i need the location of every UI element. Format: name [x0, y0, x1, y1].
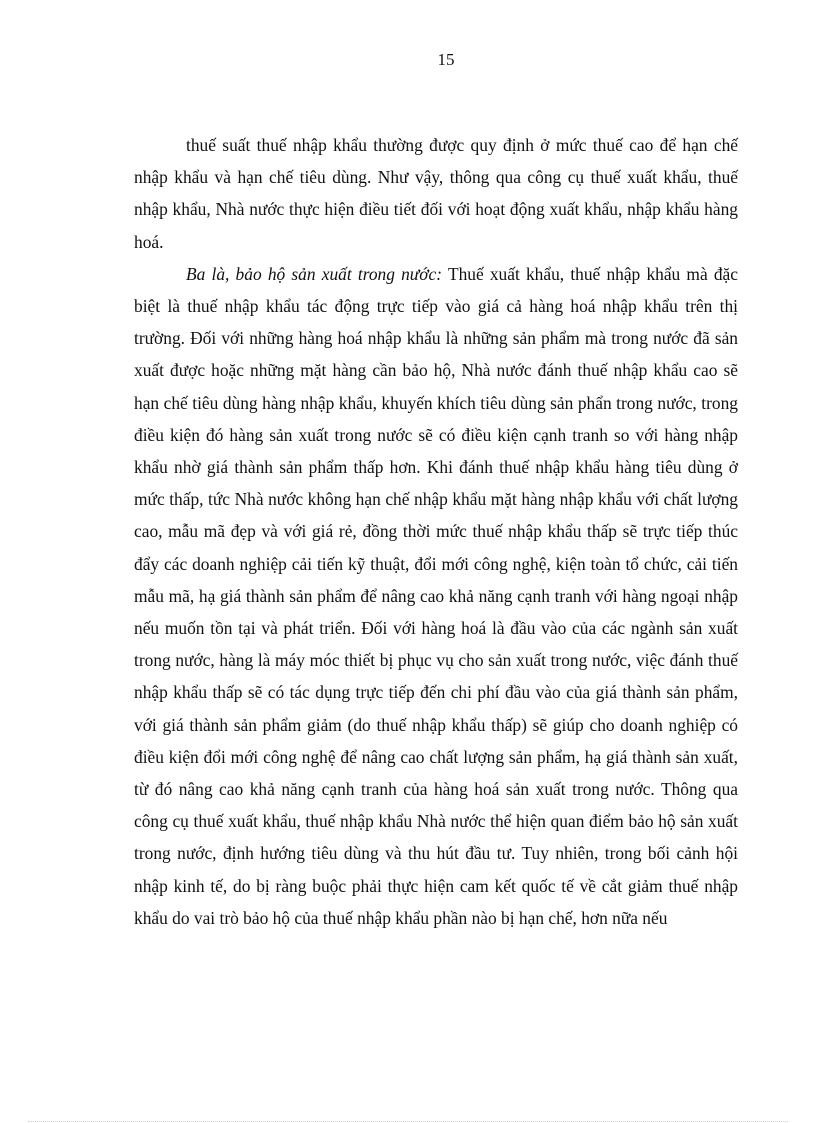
paragraph-2 [134, 258, 738, 934]
paragraph-1 [134, 129, 738, 258]
page-number: 15 [437, 50, 455, 69]
page-bottom-divider [28, 1121, 788, 1122]
paragraph-1-text: thuế suất thuế nhập khẩu thường được quy định ở mức thuế cao để hạn chế nhập khẩu và hạn chế tiêu dùng. Như vậy, thông qua công cụ thuế xuất khẩu, thuế nhập khẩu, Nhà nước thực hiện điều tiết đối với hoạt động xuất khẩu, nhập khẩu hàng hoá. [134, 135, 738, 252]
body-text [134, 129, 738, 934]
paragraph-2-text: Thuế xuất khẩu, thuế nhập khẩu mà đặc biệt là thuế nhập khẩu tác động trực tiếp vào giá cả hàng hoá nhập khẩu trên thị trường. Đối với những hàng hoá nhập khẩu là những sản phẩm mà trong nước đã sản xuất được hoặc những mặt hàng cần bảo hộ, Nhà nước đánh thuế nhập khẩu cao sẽ hạn chế tiêu dùng hàng nhập khẩu, khuyến khích tiêu dùng sản phẩn trong nước, trong điều kiện đó hàng sản xuất trong nước sẽ có điều kiện cạnh tranh so với hàng nhập khẩu nhờ giá thành sản phẩm thấp hơn. Khi đánh thuế nhập khẩu hàng tiêu dùng ở mức thấp, tức Nhà nước không hạn chế nhập khẩu mặt hàng nhập khẩu với chất lượng cao, mẫu mã đẹp và với giá rẻ, đồng thời mức thuế nhập khẩu thấp sẽ trực tiếp thúc đẩy các doanh nghiệp cải tiến kỹ thuật, đổi mới công nghệ, kiện toàn tổ chức, cải tiến mẫu mã, hạ giá thành sản phẩm để nâng cao khả năng cạnh tranh với hàng ngoại nhập nếu muốn tồn tại và phát triển. Đối với hàng hoá là đầu vào của các ngành sản xuất trong nước, hàng là máy móc thiết bị phục vụ cho sản xuất trong nước, việc đánh thuế nhập khẩu thấp sẽ có tác dụng trực tiếp đến chi phí đầu vào của giá thành sản phẩm, với giá thành sản phẩm giảm (do thuế nhập khẩu thấp) sẽ giúp cho doanh nghiệp có điều kiện đổi mới công nghệ để nâng cao chất lượng sản phẩm, hạ giá thành sản xuất, từ đó nâng cao khả năng cạnh tranh của hàng hoá sản xuất trong nước. Thông qua công cụ thuế xuất khẩu, thuế nhập khẩu Nhà nước thể hiện quan điểm bảo hộ sản xuất trong nước, định hướng tiêu dùng và thu hút đầu tư. Tuy nhiên, trong bối cảnh hội nhập kinh tế, do bị ràng buộc phải thực hiện cam kết quốc tế về cắt giảm thuế nhập khẩu do vai trò bảo hộ của thuế nhập khẩu phần nào bị hạn chế, hơn nữa nếu [134, 263, 738, 928]
paragraph-2-lead: Ba là, bảo hộ sản xuất trong nước: [186, 263, 443, 284]
